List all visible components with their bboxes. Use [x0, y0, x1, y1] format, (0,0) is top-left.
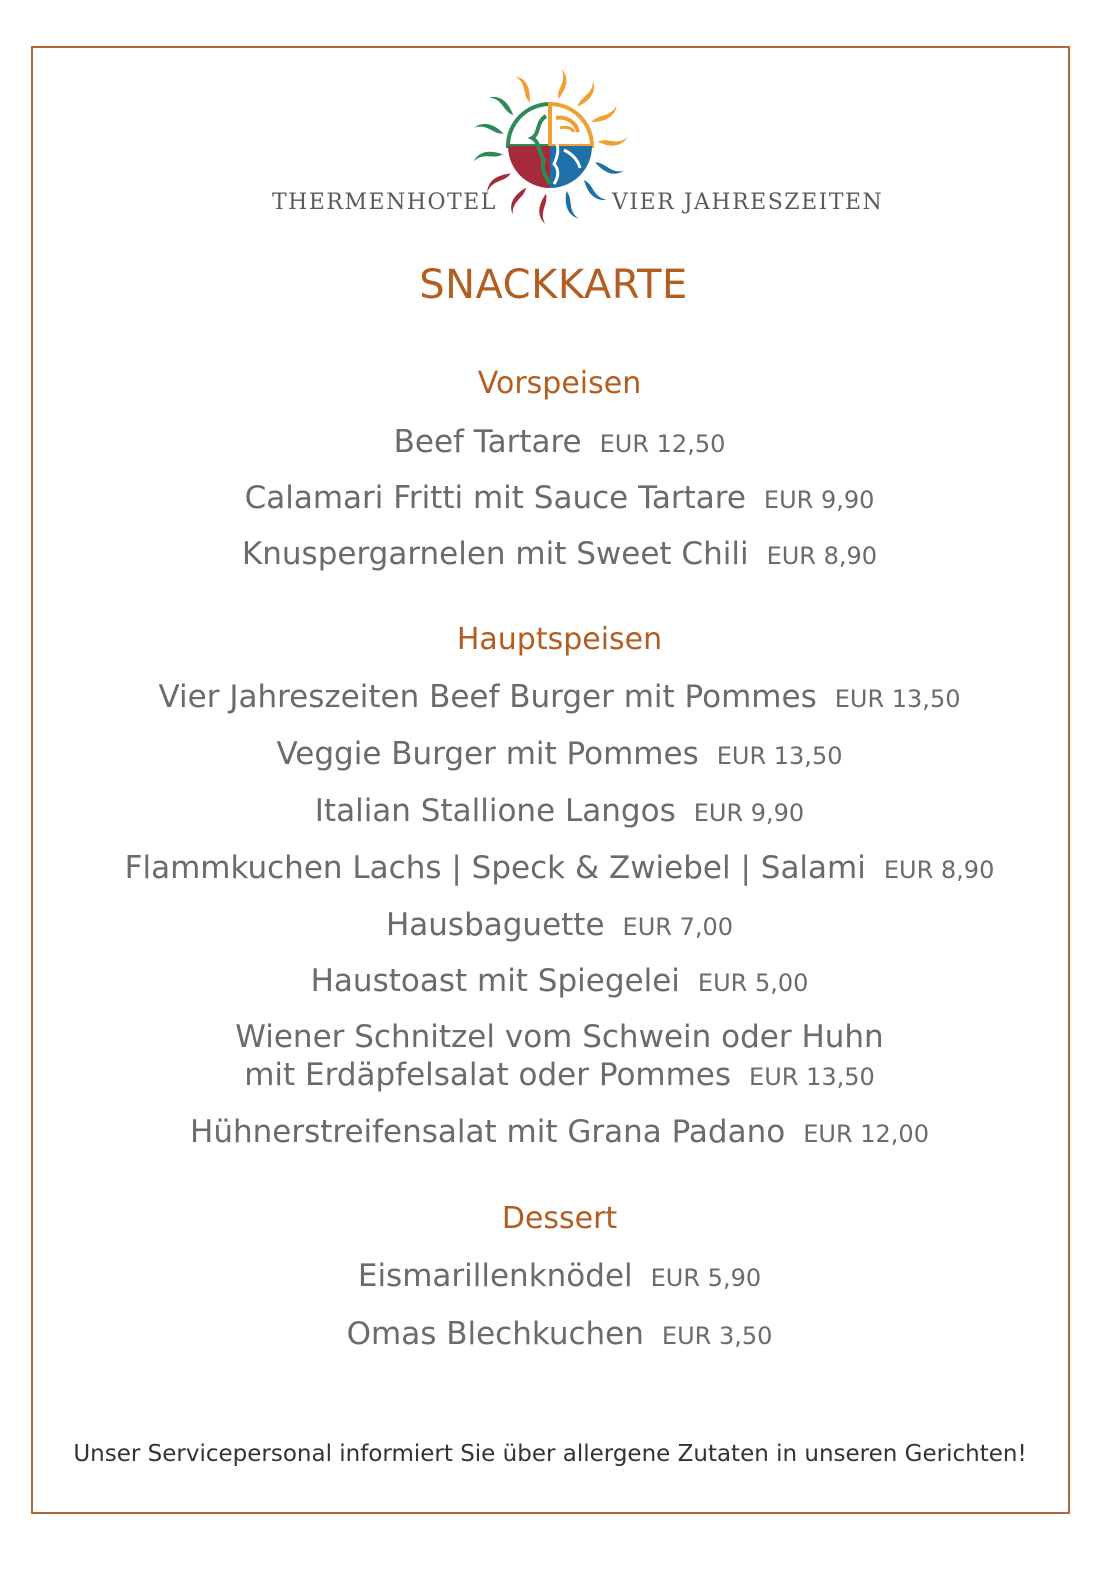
- item-price: EUR 13,50: [749, 1063, 875, 1091]
- item-name-line1: Wiener Schnitzel vom Schwein oder Huhn: [235, 1019, 884, 1055]
- item-price: EUR 5,00: [697, 969, 809, 997]
- item-name-line2: mit Erdäpfelsalat oder Pommes: [244, 1057, 732, 1093]
- item-price: EUR 8,90: [883, 856, 995, 884]
- menu-item: [0, 849, 1107, 889]
- menu-item: [0, 735, 1107, 775]
- item-name: Eismarillenknödel: [357, 1258, 633, 1294]
- menu-item: [0, 479, 1107, 519]
- menu-item: [0, 1018, 1107, 1096]
- logo-word-right: VIER JAHRESZEITEN: [612, 190, 884, 215]
- item-name: Hühnerstreifensalat mit Grana Padano: [190, 1114, 786, 1150]
- logo-word-left: THERMENHOTEL: [272, 190, 497, 215]
- item-price: EUR 13,50: [834, 685, 961, 713]
- menu-item: [0, 535, 1107, 575]
- item-price: EUR 3,50: [661, 1322, 773, 1350]
- section-title-hauptspeisen: Hauptspeisen: [456, 622, 663, 657]
- menu-item: [0, 1315, 1107, 1355]
- item-price: EUR 9,90: [693, 799, 805, 827]
- item-price: EUR 8,90: [766, 542, 878, 570]
- menu-item: [0, 678, 1107, 718]
- allergen-notice: Unser Servicepersonal informiert Sie über allergene Zutaten in unseren Gerichten!: [73, 1441, 1027, 1467]
- item-name: Vier Jahreszeiten Beef Burger mit Pommes: [158, 679, 817, 715]
- item-price: EUR 9,90: [763, 486, 875, 514]
- page-title: SNACKKARTE: [419, 262, 688, 308]
- item-price: EUR 12,00: [803, 1120, 929, 1148]
- item-price: EUR 7,00: [622, 913, 734, 941]
- item-name: Beef Tartare: [393, 424, 582, 460]
- item-name: Knuspergarnelen mit Sweet Chili: [241, 536, 749, 572]
- menu-item: [0, 792, 1107, 832]
- item-name: Veggie Burger mit Pommes: [276, 736, 699, 772]
- menu-item: [0, 1113, 1107, 1153]
- menu-item: [0, 962, 1107, 1002]
- item-name: Italian Stallione Langos: [314, 793, 676, 829]
- menu-item: [0, 423, 1107, 463]
- item-name: Calamari Fritti mit Sauce Tartare: [244, 480, 746, 516]
- menu-item: [0, 906, 1107, 946]
- item-price: EUR 5,90: [650, 1264, 762, 1292]
- item-price: EUR 12,50: [599, 430, 726, 458]
- item-price: EUR 13,50: [716, 742, 843, 770]
- section-title-dessert: Dessert: [501, 1201, 618, 1236]
- section-title-vorspeisen: Vorspeisen: [477, 366, 642, 401]
- item-name: Hausbaguette: [385, 907, 605, 943]
- item-name: Flammkuchen Lachs | Speck & Zwiebel | Salami: [124, 850, 866, 886]
- item-name: Omas Blechkuchen: [346, 1316, 644, 1352]
- item-name: Haustoast mit Spiegelei: [310, 963, 680, 999]
- menu-item: [0, 1257, 1107, 1297]
